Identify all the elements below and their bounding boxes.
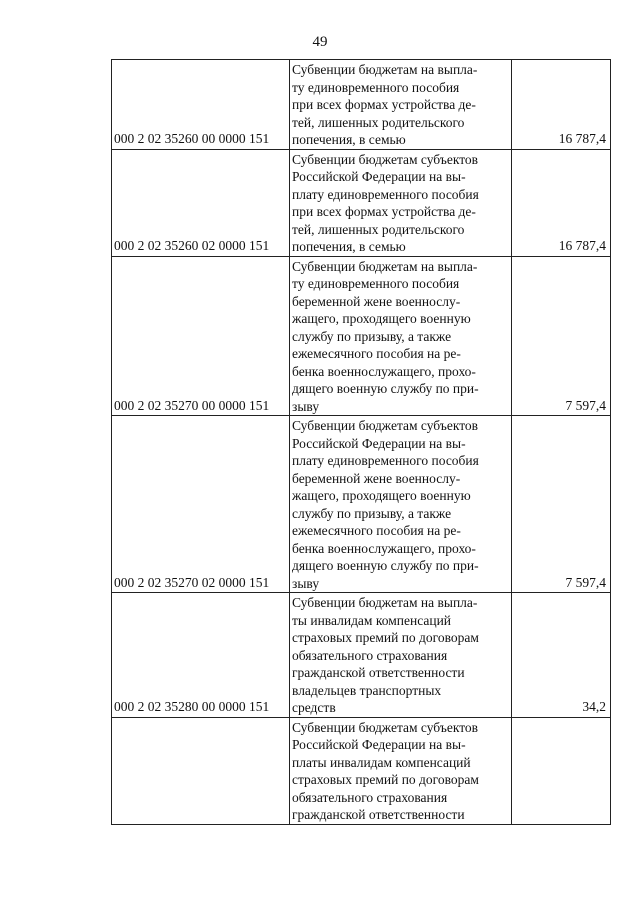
- budget-code: 000 2 02 35260 02 0000 151: [112, 149, 290, 256]
- description-line: обязательного страхования: [292, 789, 448, 805]
- budget-code: 000 2 02 35270 00 0000 151: [112, 256, 290, 416]
- description-line: при всех формах устройства де-: [292, 204, 476, 219]
- description-line: страховых премий по договорам: [292, 772, 479, 787]
- description-line: Субвенции бюджетам субъектов: [292, 719, 479, 735]
- description-line: жащего, проходящего военную: [292, 488, 471, 503]
- description-line: Субвенции бюджетам субъектов: [292, 151, 479, 167]
- description-line: Российской Федерации на вы-: [292, 435, 466, 451]
- description-line: владельцев транспортных: [292, 682, 442, 698]
- description-line: ты инвалидам компенсаций: [292, 612, 452, 628]
- description-line: ежемесячного пособия на ре-: [292, 523, 461, 538]
- description-line: Субвенции бюджетам субъектов: [292, 418, 479, 433]
- description-line: Субвенции бюджетам на выпла-: [292, 258, 478, 274]
- description-line: плату единовременного пособия: [292, 186, 479, 202]
- description-line: тей, лишенных родительского: [292, 221, 465, 237]
- description-line: платы инвалидам компенсаций: [292, 754, 471, 770]
- description-line: беременной жене военнослу-: [292, 293, 461, 309]
- description-line: ту единовременного пособия: [292, 79, 460, 95]
- page-number: 49: [312, 34, 328, 50]
- budget-code: 000 2 02 35270 02 0000 151: [112, 416, 290, 593]
- description-line: ту единовременного пособия: [292, 276, 460, 291]
- description-line: службу по призыву, а также: [292, 505, 452, 521]
- description-line: Субвенции бюджетам на выпла-: [292, 62, 478, 77]
- description-line: дящего военную службу по при-: [292, 558, 479, 573]
- budget-table: [111, 59, 611, 825]
- income-description: [290, 593, 512, 718]
- description-line: гражданской ответственности: [292, 665, 465, 680]
- description-line: беременной жене военнослу-: [292, 470, 461, 486]
- description-line: жащего, проходящего военную: [292, 311, 471, 326]
- description-line: плату единовременного пособия: [292, 453, 479, 468]
- income-description: [290, 256, 512, 416]
- description-line: зыву: [292, 575, 320, 591]
- amount: 16 787,4: [512, 60, 611, 150]
- description-line: обязательного страхования: [292, 647, 448, 663]
- amount: 7 597,4: [512, 256, 611, 416]
- budget-code: 000 2 02 35260 00 0000 151: [112, 60, 290, 150]
- income-description: [290, 149, 512, 256]
- table-row: [112, 717, 611, 824]
- table-row: [112, 149, 611, 256]
- amount: [512, 717, 611, 824]
- description-line: страховых премий по договорам: [292, 630, 479, 645]
- description-line: при всех формах устройства де-: [292, 97, 476, 112]
- income-description: [290, 60, 512, 150]
- description-line: дящего военную службу по при-: [292, 381, 479, 396]
- table-row: [112, 60, 611, 150]
- amount: 7 597,4: [512, 416, 611, 593]
- budget-code: 000 2 02 35280 00 0000 151: [112, 593, 290, 718]
- description-line: Российской Федерации на вы-: [292, 169, 466, 184]
- table-row: [112, 256, 611, 416]
- description-line: бенка военнослужащего, прохо-: [292, 540, 476, 556]
- description-line: ежемесячного пособия на ре-: [292, 346, 461, 361]
- description-line: средств: [292, 700, 336, 715]
- income-description: [290, 416, 512, 593]
- description-line: зыву: [292, 398, 320, 414]
- income-description: [290, 717, 512, 824]
- description-line: Российской Федерации на вы-: [292, 737, 466, 752]
- description-line: попечения, в семью: [292, 239, 406, 254]
- table-row: [112, 416, 611, 593]
- amount: 34,2: [512, 593, 611, 718]
- description-line: тей, лишенных родительского: [292, 114, 465, 130]
- amount: 16 787,4: [512, 149, 611, 256]
- description-line: гражданской ответственности: [292, 807, 465, 822]
- budget-code: [112, 717, 290, 824]
- description-line: службу по призыву, а также: [292, 328, 452, 344]
- description-line: Субвенции бюджетам на выпла-: [292, 595, 478, 610]
- table-row: [112, 593, 611, 718]
- description-line: попечения, в семью: [292, 132, 406, 147]
- description-line: бенка военнослужащего, прохо-: [292, 363, 476, 379]
